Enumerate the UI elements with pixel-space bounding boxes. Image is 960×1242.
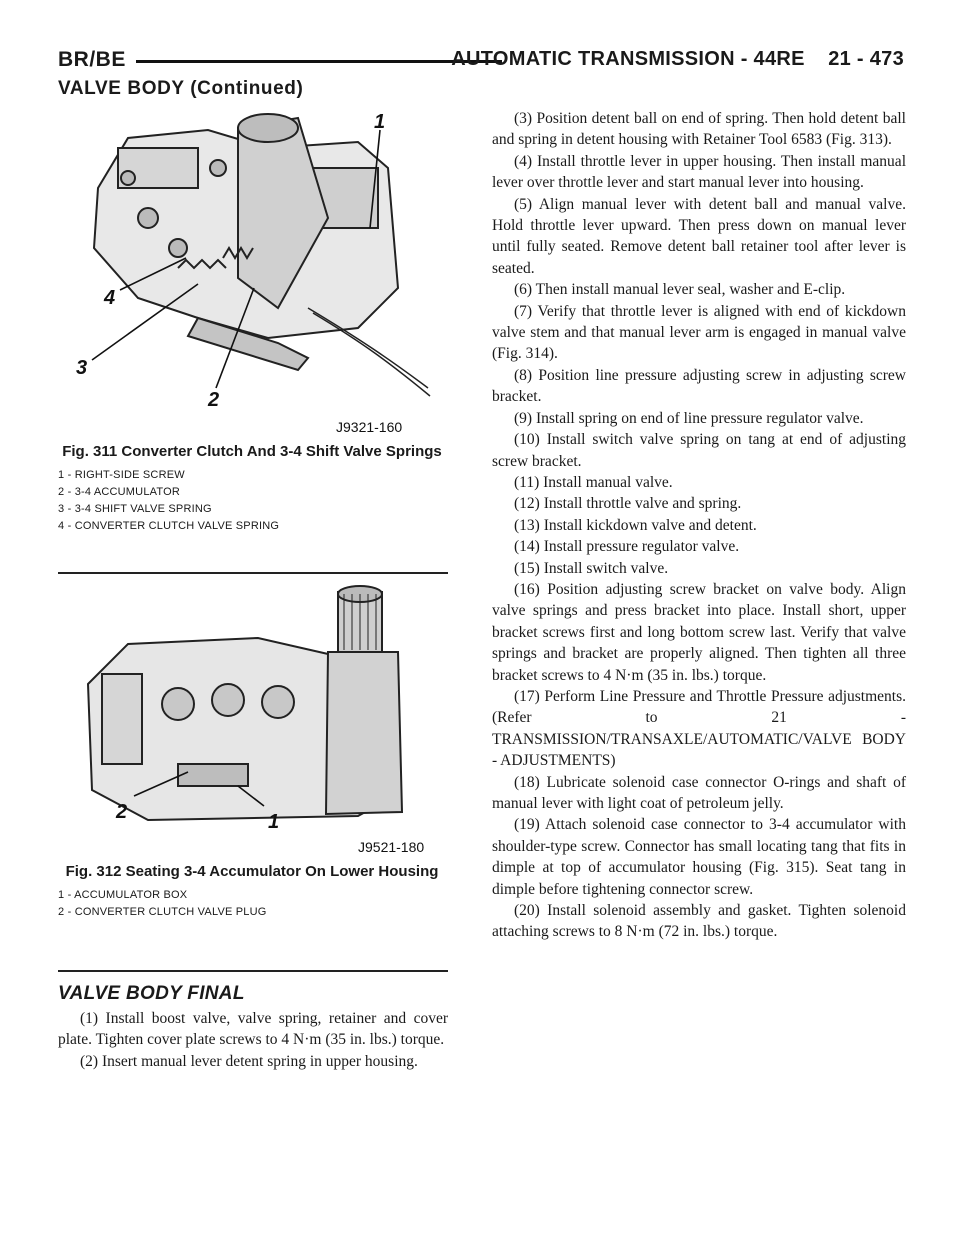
procedure-step: (7) Verify that throttle lever is aligned with end of kickdown valve stem and that manual lever arm is engaged in manual valve (Fig. 314). (492, 302, 906, 363)
procedure-step: (15) Install switch valve. (514, 559, 669, 577)
legend-item: 1 - RIGHT-SIDE SCREW (58, 469, 185, 481)
figure-code: J9321-160 (336, 419, 403, 435)
figure-311-illustration (58, 108, 446, 438)
procedure-step: (5) Align manual lever with detent ball and manual valve. Hold throttle lever upward. Then press down on manual lever until fully seated. Remove detent ball retainer tool after lever is seated. (492, 195, 906, 277)
callout-3: 3 (76, 357, 88, 379)
procedure-step: (1) Install boost valve, valve spring, retainer and cover plate. Tighten cover plate screws to 4 N·m (35 in. lbs.) torque. (58, 1010, 448, 1049)
callout-2: 2 (208, 389, 220, 411)
section-heading: VALVE BODY FINAL (58, 983, 245, 1004)
procedure-step: (3) Position detent ball on end of spring. Then hold detent ball and spring in detent housing with Retainer Tool 6583 (Fig. 313). (492, 110, 906, 149)
legend-item: 2 - 3-4 ACCUMULATOR (58, 486, 180, 498)
section-continued-title: VALVE BODY (Continued) (58, 78, 304, 99)
procedure-step: (16) Position adjusting screw bracket on valve body. Align valve springs and press bracket into place. Install short, upper bracket screws first and long bottom screw last. Verify that valve springs and bracket are properly aligned. Then tighten all three bracket screws to 4 N·m (35 in. lbs.) torque. (492, 580, 906, 684)
figure-legend (58, 467, 446, 535)
figure-divider (58, 970, 448, 972)
procedure-step: (18) Lubricate solenoid case connector O-rings and shaft of manual lever with light coat of petroleum jelly. (492, 773, 906, 812)
legend-item: 1 - ACCUMULATOR BOX (58, 889, 188, 901)
right-column-text (492, 108, 906, 943)
procedure-step: (12) Install throttle valve and spring. (514, 495, 742, 513)
callout-4: 4 (104, 287, 116, 309)
header-rule (136, 60, 502, 63)
procedure-step: (9) Install spring on end of line pressure regulator valve. (514, 409, 864, 427)
procedure-step: (10) Install switch valve spring on tang at end of adjusting screw bracket. (492, 431, 906, 470)
callout-2: 2 (116, 801, 128, 823)
procedure-step: (20) Install solenoid assembly and gasket. Tighten solenoid attaching screws to 8 N·m (72 in. lbs.) torque. (492, 902, 906, 941)
procedure-step: (6) Then install manual lever seal, washer and E-clip. (514, 281, 846, 299)
procedure-step: (19) Attach solenoid case connector to 3-4 accumulator with shoulder-type screw. Connector has small locating tang that fits in dimple at top of accumulator housing (Fig. 315). Seat tang in dimple before tightening connector screw. (492, 816, 906, 898)
figure-legend (58, 887, 446, 921)
procedure-step: (13) Install kickdown valve and detent. (514, 516, 757, 534)
figure-caption: Fig. 312 Seating 3-4 Accumulator On Lower Housing (65, 863, 439, 880)
procedure-step: (2) Insert manual lever detent spring in upper housing. (80, 1052, 418, 1070)
callout-1: 1 (374, 111, 386, 133)
figure-312 (58, 584, 446, 921)
left-column-text (58, 1008, 448, 1072)
figure-code: J9521-180 (358, 839, 425, 855)
legend-item: 2 - CONVERTER CLUTCH VALVE PLUG (58, 906, 267, 918)
callout-1: 1 (268, 811, 280, 833)
procedure-step: (17) Perform Line Pressure and Throttle Pressure adjustments. (Refer to 21 - TRANSMISSION/TRANSAXLE/AUTOMATIC/VALVE BODY - ADJUSTMENTS) (492, 687, 906, 770)
figure-divider (58, 572, 448, 574)
procedure-step: (8) Position line pressure adjusting screw in adjusting screw bracket. (492, 366, 906, 406)
procedure-step: (11) Install manual valve. (514, 473, 673, 491)
figure-311 (58, 108, 446, 535)
legend-item: 4 - CONVERTER CLUTCH VALVE SPRING (58, 520, 280, 532)
figure-312-illustration (58, 584, 446, 858)
legend-item: 3 - 3-4 SHIFT VALVE SPRING (58, 503, 212, 515)
procedure-step: (14) Install pressure regulator valve. (514, 538, 740, 556)
procedure-step: (4) Install throttle lever in upper housing. Then install manual lever over throttle lever and start manual lever into housing. (492, 152, 906, 192)
chapter-page-number: AUTOMATIC TRANSMISSION - 44RE 21 - 473 (451, 48, 904, 70)
manual-model-code: BR/BE (58, 48, 126, 71)
figure-caption: Fig. 311 Converter Clutch And 3-4 Shift Valve Springs (62, 443, 442, 460)
